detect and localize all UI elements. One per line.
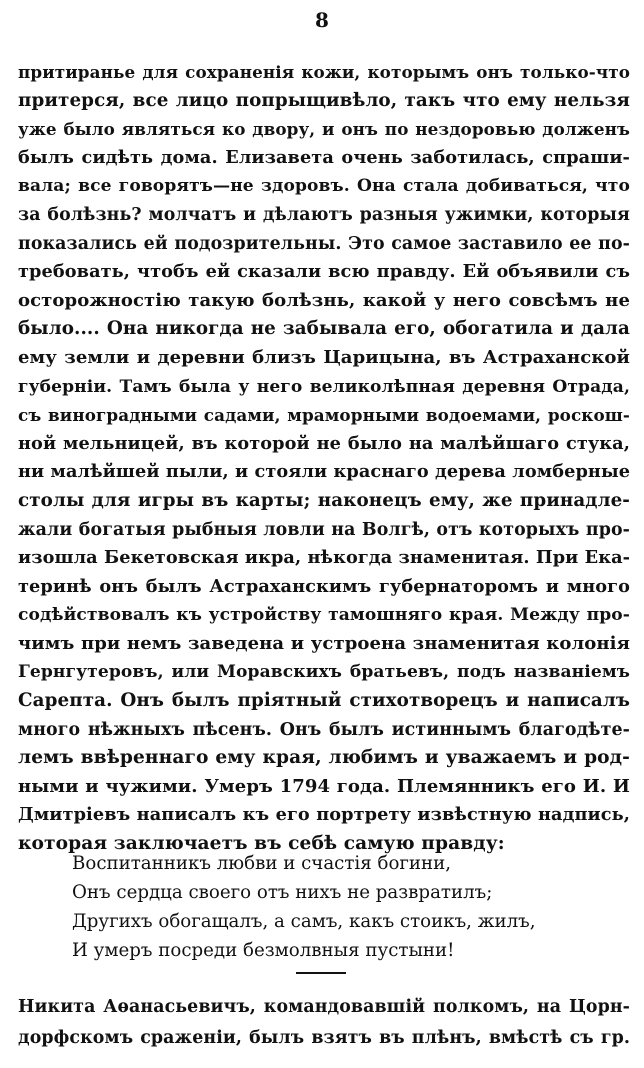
next-paragraph <box>18 992 630 1054</box>
text-line: требовать, чтобъ ей сказали всю правду. Ей объявили съ <box>18 261 630 283</box>
text-line: теринѣ онъ былъ Астраханскимъ губернаторомъ и много <box>18 575 630 597</box>
text-line: ему земли и деревни близъ Царицына, въ Астраханской <box>18 346 630 368</box>
text-line: много нѣжныхъ пѣсенъ. Онъ былъ истиннымъ благодѣте- <box>18 719 630 740</box>
poem-line: И умеръ посреди безмолвныя пустыни! <box>72 940 455 961</box>
text-line: ни малѣйшей пыли, и стояли краснаго дерева ломберные <box>18 461 630 483</box>
text-line: Гернгутеровъ, или Моравскихъ братьевъ, подъ названіемъ <box>18 662 630 683</box>
poem-line: Другихъ обогащалъ, а самъ, какъ стоикъ, жилъ, <box>72 911 536 932</box>
text-line: Дмитріевъ написалъ къ его портрету извѣстную надпись, <box>18 804 630 826</box>
text-line: было.... Она никогда не забывала его, обогатила и дала <box>18 318 630 340</box>
text-line: съ виноградными садами, мраморными водоемами, роскош- <box>18 405 630 426</box>
poem-line: Онъ сердца своего отъ нихъ не развратилъ; <box>72 882 493 903</box>
section-divider <box>296 972 346 974</box>
text-line: губерніи. Тамъ была у него великолѣпная деревня Отрада, <box>18 376 630 397</box>
text-line: за болѣзнь? молчатъ и дѣлаютъ разныя ужимки, которыя <box>18 204 630 225</box>
text-line: показались ей подозрительны. Это самое заставило ее по- <box>18 233 630 254</box>
text-line: чимъ при немъ заведена и устроена знаменитая колонія <box>18 632 630 654</box>
text-line: ными и чужими. Умеръ 1794 года. Племянникъ его И. И <box>18 775 630 797</box>
text-line: Сарепта. Онъ былъ пріятный стихотворецъ и написалъ <box>18 690 630 712</box>
main-paragraph <box>18 58 630 859</box>
text-line: притерся, все лицо попрыщивѣло, такъ что ему нельзя <box>18 89 630 111</box>
text-line: лемъ ввѣреннаго ему края, любимъ и уважаемъ и род- <box>18 747 630 769</box>
poem-quotation <box>72 849 592 965</box>
text-line: столы для игры въ карты; наконецъ ему, же принадле- <box>18 489 630 511</box>
text-line: содѣйствовалъ къ устройству тамошняго края. Между про- <box>18 605 630 626</box>
text-line: ной мельницей, въ которой не было на малѣйшаго стука, <box>18 432 630 454</box>
text-line: уже было являться ко двору, и онъ по нездоровью долженъ <box>18 119 630 140</box>
text-line: изошла Бекетовская икра, нѣкогда знаменитая. При Ека- <box>18 547 630 569</box>
text-line: жали богатыя рыбныя ловли на Волгѣ, отъ которыхъ про- <box>18 519 630 540</box>
text-line: притиранье для сохраненія кожи, которымъ онъ только-что <box>18 62 630 82</box>
text-line: былъ сидѣть дома. Елизавета очень заботилась, спраши- <box>18 146 630 168</box>
page-number: 8 <box>315 8 329 32</box>
text-line: Никита Аѳанасьевичъ, командовавшій полкомъ, на Цорн- <box>18 997 630 1017</box>
text-line: осторожностію такую болѣзнь, какой у него совсѣмъ не <box>18 289 630 311</box>
text-line: вала; все говорятъ—не здоровъ. Она стала добиваться, что <box>18 176 630 197</box>
text-line: которая заключаетъ въ себѣ самую правду: <box>18 833 505 855</box>
text-line: дорфскомъ сраженіи, былъ взятъ въ плѣнъ, вмѣстѣ съ гр. <box>18 1028 630 1048</box>
poem-line: Воспитанникъ любви и счастія богини, <box>72 853 452 874</box>
